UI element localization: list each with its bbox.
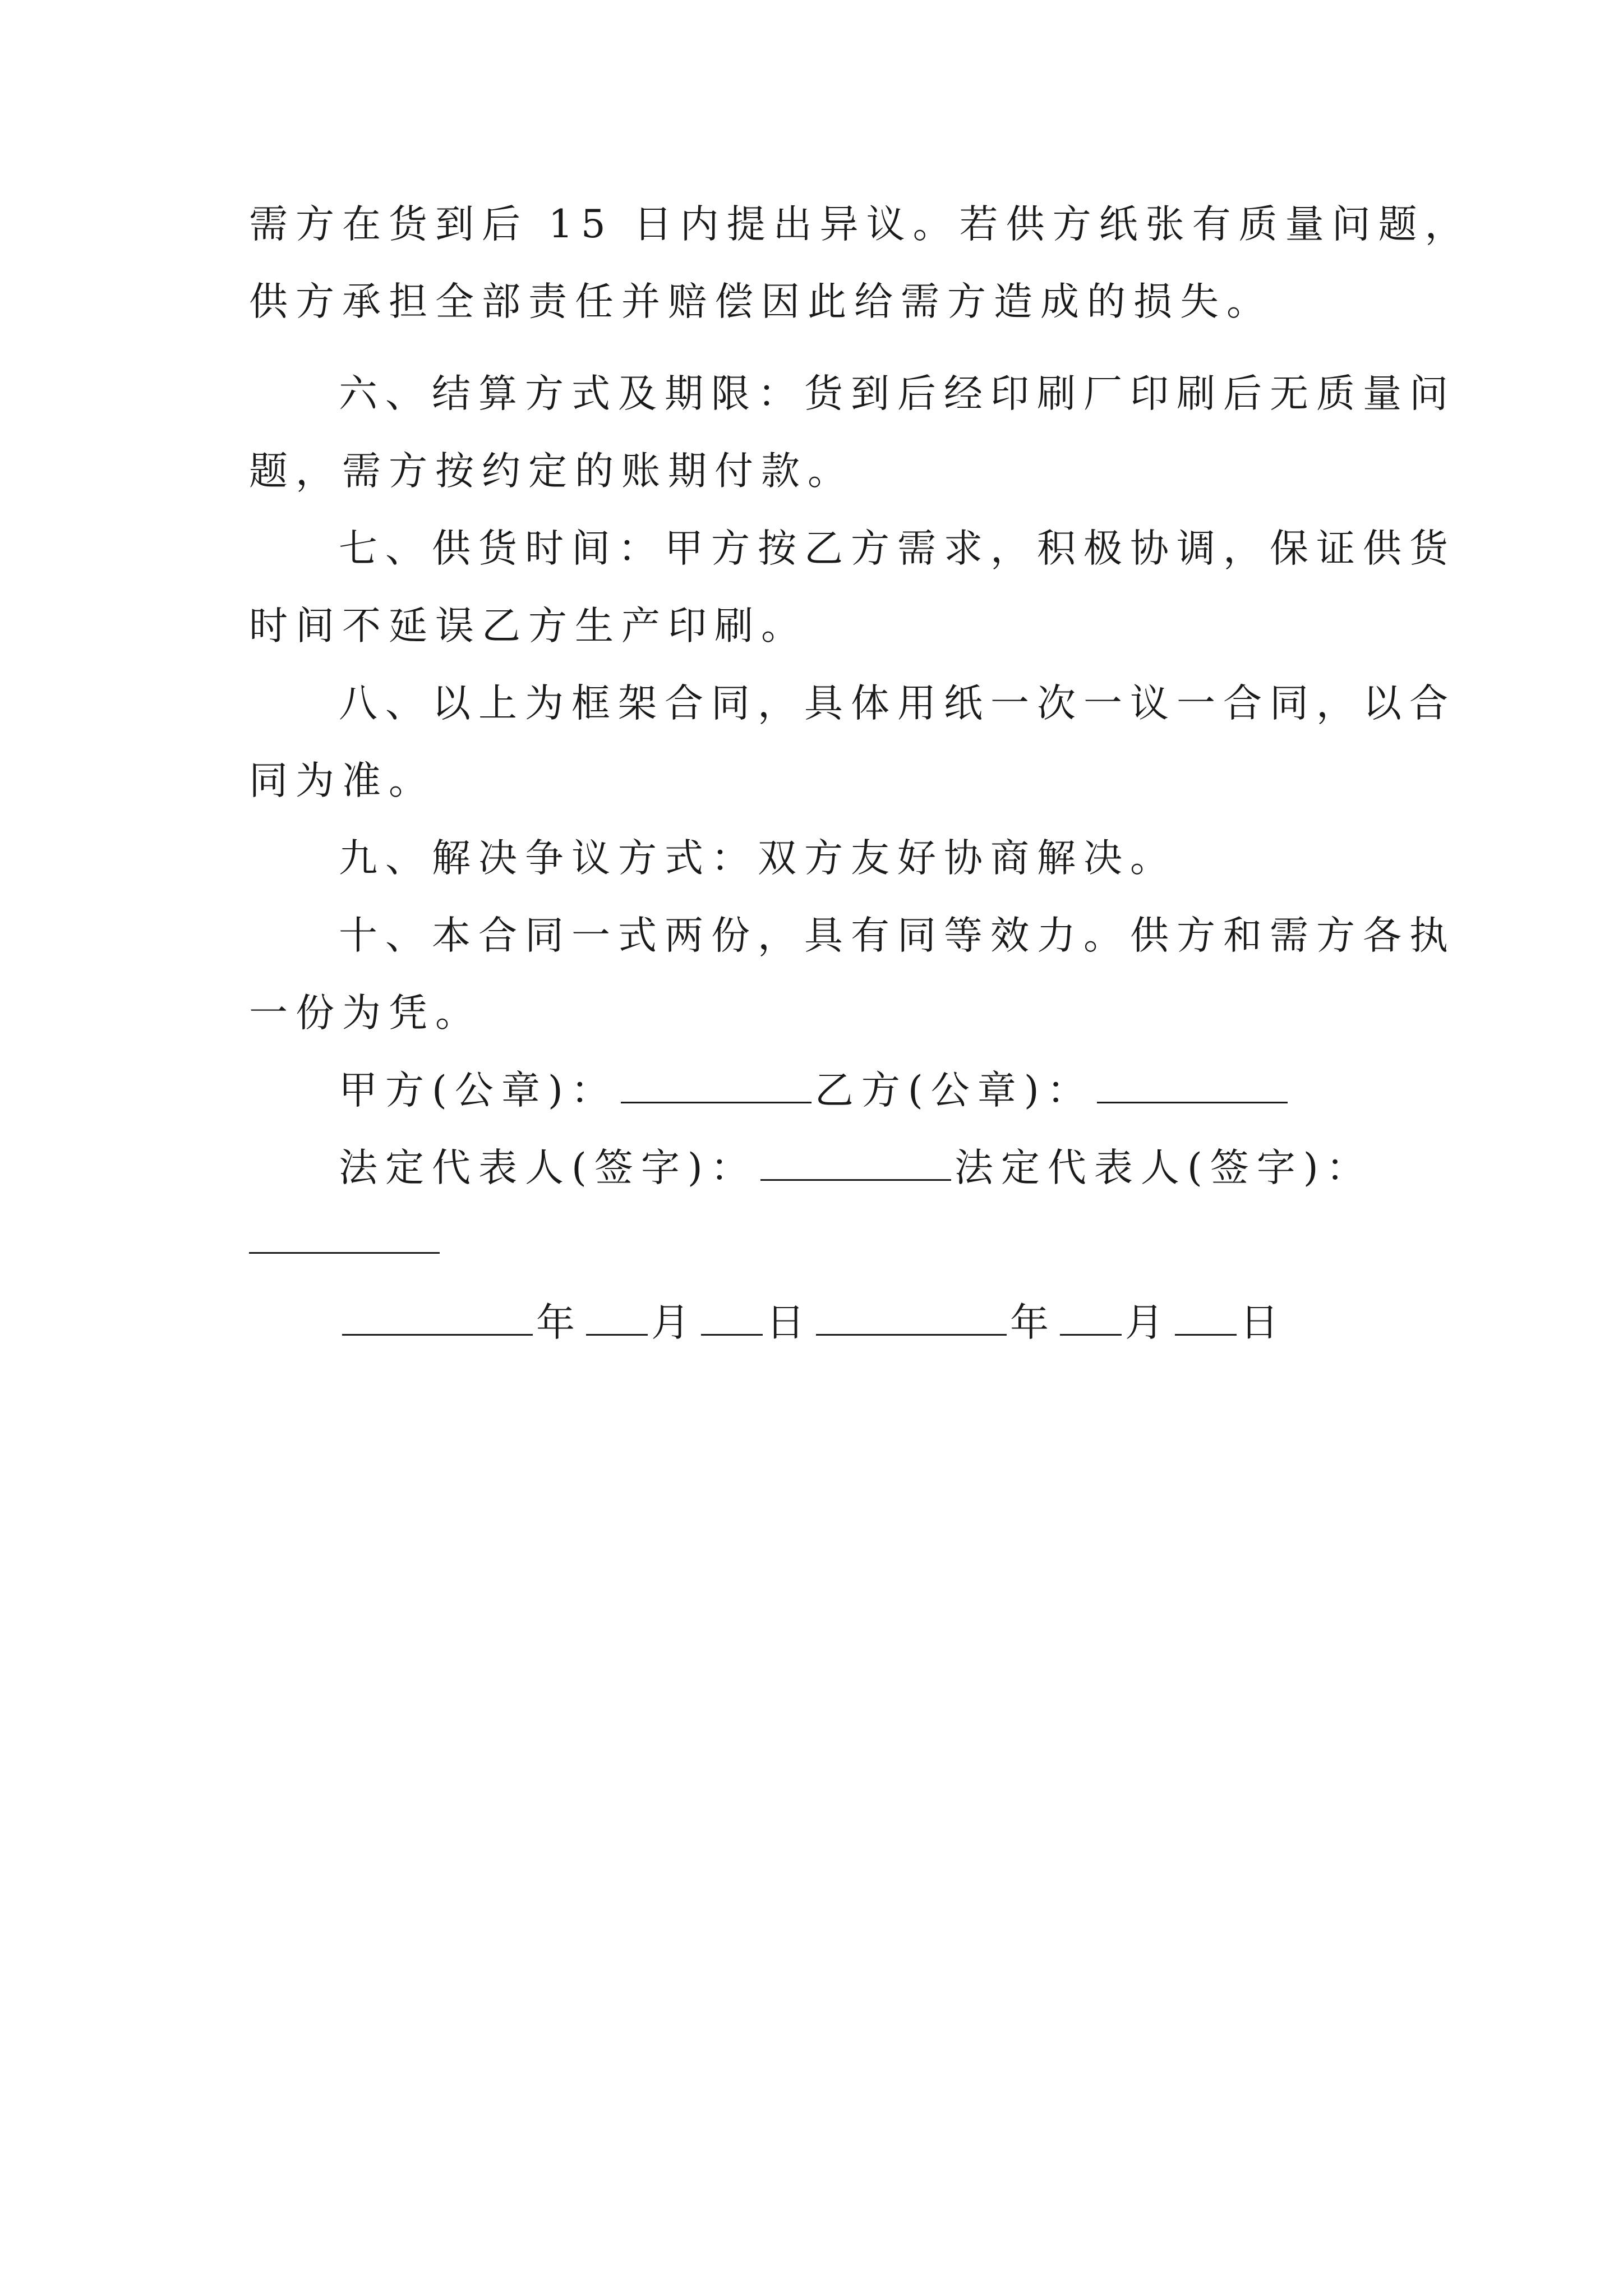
party-b-rep-label: 法定代表人(签字)： — [954, 1145, 1373, 1190]
paragraph-line: 一份为凭。 — [249, 991, 482, 1036]
clause-six-line: 六、结算方式及期限：货到后经印刷厂印刷后无质量问 — [339, 371, 1456, 416]
party-a-rep-label: 法定代表人(签字)： — [339, 1145, 757, 1190]
date-line — [249, 1295, 1287, 1351]
paragraph-line: 需方在货到后 15 日内提出异议。若供方纸张有质量问题， — [249, 202, 1472, 247]
party-a-rep-blank — [760, 1147, 951, 1181]
paragraph-line: 时间不延误乙方生产印刷。 — [249, 604, 808, 648]
party-a-seal-label: 甲方(公章)： — [339, 1068, 617, 1113]
representative-line — [249, 1140, 1373, 1196]
party-seal-line — [249, 1062, 1291, 1119]
party-b-seal-blank — [1097, 1069, 1288, 1103]
day-label: 日 — [766, 1300, 813, 1345]
clause-nine-line: 九、解决争议方式：双方友好协商解决。 — [339, 836, 1177, 881]
year-label: 年 — [536, 1300, 583, 1345]
party-b-seal-label: 乙方(公章)： — [814, 1068, 1094, 1113]
paragraph-line: 题，需方按约定的账期付款。 — [249, 449, 854, 494]
party-b-year-blank — [816, 1301, 1007, 1336]
party-b-day-blank — [1175, 1301, 1237, 1336]
month-label: 月 — [651, 1300, 698, 1345]
party-a-seal-blank — [621, 1069, 811, 1103]
party-b-month-blank — [1060, 1301, 1122, 1336]
clause-ten-line: 十、本合同一式两份，具有同等效力。供方和需方各执 — [339, 913, 1456, 958]
paragraph-line: 供方承担全部责任并赔偿因此给需方造成的损失。 — [249, 279, 1273, 324]
clause-seven-line: 七、供货时间：甲方按乙方需求，积极协调，保证供货 — [339, 526, 1456, 571]
clause-eight-line: 八、以上为框架合同，具体用纸一次一议一合同，以合 — [339, 681, 1456, 726]
party-a-day-blank — [701, 1301, 763, 1336]
paragraph-line: 同为准。 — [249, 758, 435, 803]
party-b-rep-blank — [249, 1252, 440, 1254]
party-a-month-blank — [586, 1301, 648, 1336]
month-label: 月 — [1125, 1300, 1172, 1345]
party-a-year-blank — [342, 1301, 533, 1336]
year-label: 年 — [1010, 1300, 1057, 1345]
day-label: 日 — [1240, 1300, 1287, 1345]
